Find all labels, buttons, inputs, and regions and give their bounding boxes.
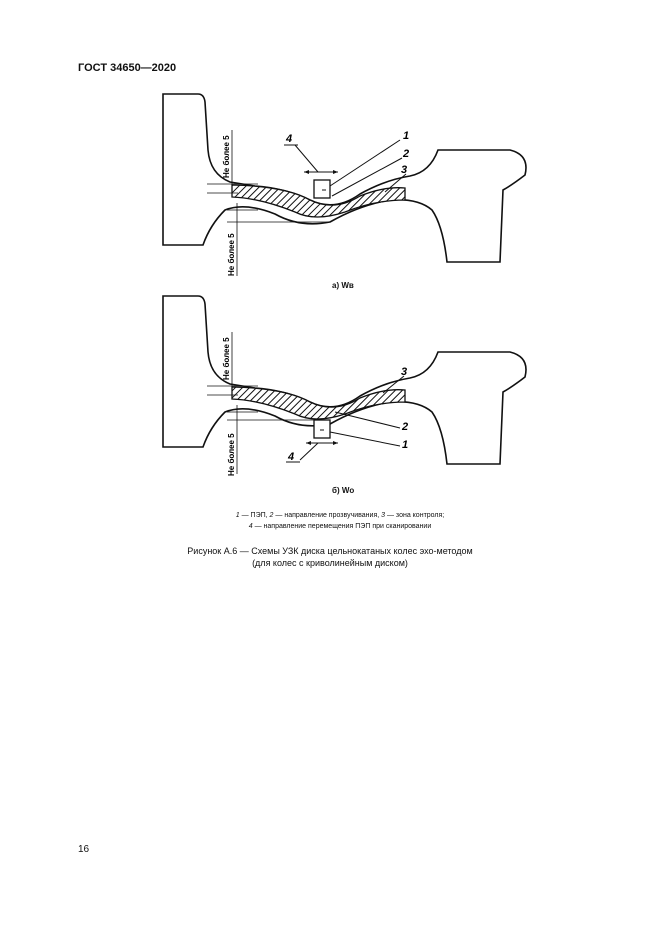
- caption-diagram-b: б) Wо: [332, 486, 355, 495]
- wheel-profile-outline: [163, 94, 526, 262]
- diagram-b: [163, 296, 526, 476]
- figure-title-line-2: (для колес с криволинейным диском): [252, 558, 408, 568]
- legend-text-1: — ПЭП,: [239, 512, 270, 519]
- legend-line-2: [150, 521, 530, 532]
- callout-4: 4: [288, 451, 295, 463]
- legend-num-3: 3: [381, 512, 386, 519]
- arrow-head-right: [333, 170, 338, 174]
- leader-1: [330, 140, 400, 186]
- caption-diagram-a: а) Wв: [332, 281, 354, 290]
- legend-num-1: 1: [235, 512, 240, 519]
- callout-2: 2: [402, 421, 409, 433]
- leader-2: [335, 412, 400, 428]
- callout-3: 3: [401, 366, 408, 378]
- arrow-head-left: [306, 441, 311, 445]
- arrow-head-right: [333, 441, 338, 445]
- legend-text-3: — зона контроля;: [385, 512, 445, 519]
- legend-text-2: — направление прозвучивания,: [273, 512, 382, 519]
- leader-1: [330, 432, 400, 446]
- page-number: 16: [78, 844, 90, 855]
- figure-title-line-1: Рисунок А.6 — Схемы УЗК диска цельнокатаных колес эхо-методом: [187, 546, 473, 556]
- callout-3: 3: [401, 164, 408, 176]
- diagram-a: [163, 94, 526, 276]
- callout-4: 4: [286, 133, 293, 145]
- callout-2: 2: [403, 148, 410, 160]
- dim-label-top: Не более 5: [222, 135, 231, 178]
- legend-text-4: — направление перемещения ПЭП при сканировании: [252, 523, 432, 530]
- legend-num-2: 2: [269, 512, 274, 519]
- legend-line-1: [150, 510, 530, 521]
- callout-1: 1: [402, 439, 409, 451]
- dim-label-bottom: Не более 5: [227, 433, 236, 476]
- control-zone-hatched: [232, 387, 405, 419]
- leader-4: [295, 145, 318, 172]
- legend-num-4: 4: [248, 523, 253, 530]
- document-code: ГОСТ 34650—2020: [78, 62, 177, 74]
- transducer-box: [314, 180, 330, 198]
- callout-1: 1: [403, 130, 410, 142]
- leader-4: [300, 443, 318, 460]
- transducer-box: [314, 420, 330, 438]
- arrow-head-left: [304, 170, 309, 174]
- dim-label-top: Не более 5: [222, 337, 231, 380]
- dim-label-bottom: Не более 5: [227, 233, 236, 276]
- wheel-profile-outline: [163, 296, 526, 464]
